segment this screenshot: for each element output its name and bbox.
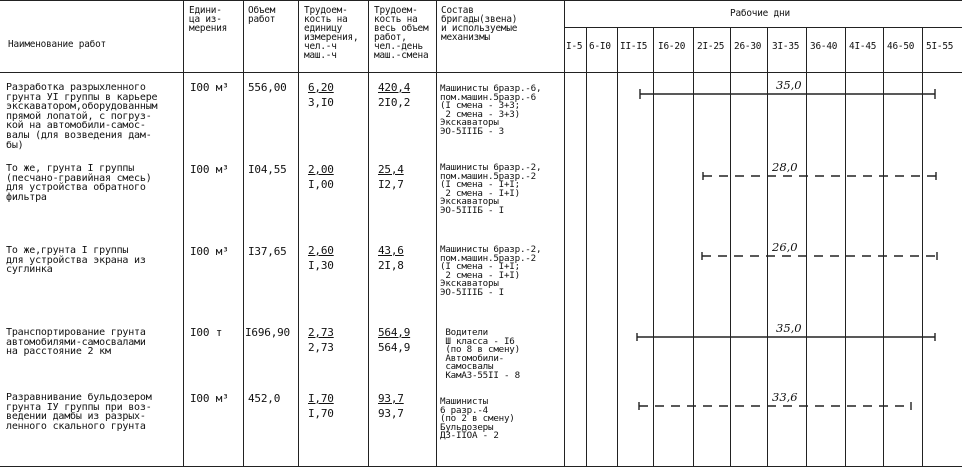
unit: I00 м³ bbox=[190, 81, 229, 94]
unit: I00 т bbox=[190, 326, 223, 339]
machine-total: 93,7 bbox=[378, 407, 404, 420]
work-name: Разравнивание бульдозером грунта IУ группы при воз- ведении дамбы из разрых- ленного скального грунта bbox=[6, 392, 152, 432]
work-name: Транспортирование грунта автомобилями-самосвалами на расстояние 2 км bbox=[6, 327, 146, 358]
volume: 452,0 bbox=[248, 392, 281, 405]
labor-per-unit: 6,20 bbox=[308, 81, 334, 94]
machine-total: 2I,8 bbox=[378, 259, 404, 272]
labor-per-unit: 2,60 bbox=[308, 244, 334, 257]
duration-label: 28,0 bbox=[772, 160, 798, 174]
day-range-3: II-I5 bbox=[620, 41, 648, 52]
crew: Машинисты 6 разр.-4 (по 2 в смену) Бульдозеры ДЗ-IIОА - 2 bbox=[440, 396, 515, 442]
header-labor-unit: Трудоем- кость на единицу измерения, чел.-ч маш.-ч bbox=[304, 5, 359, 61]
machine-total: 2I0,2 bbox=[378, 96, 411, 109]
crew: Водители Ш класса - I6 (по 8 в смену) Автомобили- самосвалы КамАЗ-55II - 8 bbox=[445, 327, 520, 381]
machine-per-unit: 3,I0 bbox=[308, 96, 334, 109]
header-labor-total: Трудоем- кость на весь объем работ, чел.-день маш.-смена bbox=[374, 5, 429, 61]
labor-per-unit: 2,73 bbox=[308, 326, 334, 339]
machine-per-unit: 2,73 bbox=[308, 341, 334, 354]
header-unit: Едини- ца из- мерения bbox=[189, 5, 228, 34]
duration-label: 35,0 bbox=[776, 321, 802, 335]
duration-label: 33,6 bbox=[772, 390, 798, 404]
crew: Машинисты 6разр.-2, пом.машин.5разр.-2 (I смена - I+I; 2 смена - I+I) Экскаваторы ЭО-5IIIБ - I bbox=[440, 162, 542, 216]
header-crew: Состав бригады(звена) и используемые механизмы bbox=[441, 5, 518, 43]
day-range-5: 2I-25 bbox=[697, 41, 725, 52]
day-range-10: 46-50 bbox=[887, 41, 915, 52]
schedule-bar bbox=[637, 333, 935, 341]
work-name: Разработка разрыхленного грунта УI группы в карьере экскаватором,оборудованным прямой лопатой, с погруз- кой на автомобили-самос- валы (для возведения дам- бы) bbox=[6, 82, 158, 151]
volume: I04,55 bbox=[248, 163, 287, 176]
labor-total: 25,4 bbox=[378, 163, 404, 176]
machine-per-unit: I,30 bbox=[308, 259, 334, 272]
day-range-2: 6-I0 bbox=[589, 41, 611, 52]
crew: Машинисты 6разр.-6, пом.машин.5разр.-6 (I смена - 3+3; 2 смена - 3+3) Экскаваторы ЭО-5IIIБ - 3 bbox=[440, 83, 542, 137]
day-range-8: 36-40 bbox=[810, 41, 838, 52]
schedule-bar bbox=[639, 402, 911, 410]
day-range-7: 3I-35 bbox=[772, 41, 800, 52]
header-volume: Объем работ bbox=[248, 5, 276, 25]
schedule-bar bbox=[640, 89, 935, 99]
labor-per-unit: 2,00 bbox=[308, 163, 334, 176]
volume: I696,90 bbox=[245, 326, 290, 339]
machine-per-unit: I,00 bbox=[308, 178, 334, 191]
unit: I00 м³ bbox=[190, 163, 229, 176]
schedule-bar bbox=[702, 252, 937, 260]
crew: Машинисты 6разр.-2, пом.машин.5разр.-2 (I смена - I+I; 2 смена - I+I) Экскаваторы ЭО-5IIIБ - I bbox=[440, 244, 542, 298]
labor-per-unit: I,70 bbox=[308, 392, 334, 405]
header-name: Наименование работ bbox=[8, 39, 106, 50]
volume: 556,00 bbox=[248, 81, 287, 94]
volume: I37,65 bbox=[248, 245, 287, 258]
labor-total: 93,7 bbox=[378, 392, 404, 405]
machine-per-unit: I,70 bbox=[308, 407, 334, 420]
unit: I00 м³ bbox=[190, 392, 229, 405]
duration-label: 26,0 bbox=[772, 240, 798, 254]
day-range-11: 5I-55 bbox=[926, 41, 954, 52]
labor-total: 420,4 bbox=[378, 81, 411, 94]
machine-total: 564,9 bbox=[378, 341, 411, 354]
unit: I00 м³ bbox=[190, 245, 229, 258]
day-range-6: 26-30 bbox=[734, 41, 762, 52]
duration-label: 35,0 bbox=[776, 78, 802, 92]
work-name: То же, грунта I группы (песчано-гравийная смесь) для устройства обратного фильтра bbox=[6, 163, 152, 203]
header-working-days: Рабочие дни bbox=[730, 8, 790, 19]
labor-total: 564,9 bbox=[378, 326, 411, 339]
day-range-1: I-5 bbox=[566, 41, 583, 52]
labor-total: 43,6 bbox=[378, 244, 404, 257]
day-range-4: I6-20 bbox=[658, 41, 686, 52]
schedule-bar bbox=[703, 172, 936, 180]
day-range-9: 4I-45 bbox=[849, 41, 877, 52]
work-name: То же,грунта I группы для устройства экрана из суглинка bbox=[6, 245, 146, 276]
machine-total: I2,7 bbox=[378, 178, 404, 191]
